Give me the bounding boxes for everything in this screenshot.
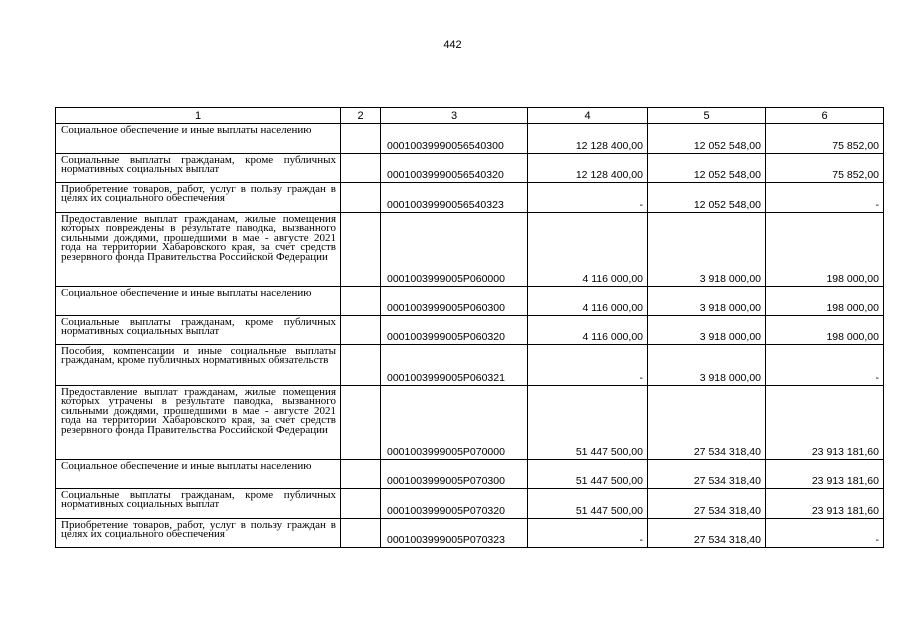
row-value-4: - [528, 183, 648, 213]
row-col2 [341, 345, 381, 386]
row-value-6: 75 852,00 [766, 124, 884, 154]
header-cell-4: 4 [528, 108, 648, 124]
row-code: 00010039990056540300 [381, 124, 528, 154]
row-col2 [341, 287, 381, 316]
row-name: Социальное обеспечение и иные выплаты населению [56, 124, 341, 154]
table-row [56, 124, 884, 154]
row-code: 0001003999005P060320 [381, 316, 528, 345]
row-name: Предоставление выплат гражданам, жилые помещения которых повреждены в результате паводка, вызванного сильными дождями, прошедшими в мае - августе 2021 года на территории Хабаровского края, за счет средств резервного фонда Правительства Российской Федерации [56, 213, 341, 287]
row-value-6: - [766, 345, 884, 386]
row-name: Приобретение товаров, работ, услуг в пользу граждан в целях их социального обеспечения [56, 519, 341, 548]
row-value-6: 198 000,00 [766, 213, 884, 287]
row-col2 [341, 183, 381, 213]
budget-table [55, 107, 884, 548]
table-row [56, 287, 884, 316]
row-value-6: 198 000,00 [766, 287, 884, 316]
row-name: Социальные выплаты гражданам, кроме публичных нормативных социальных выплат [56, 316, 341, 345]
header-cell-3: 3 [381, 108, 528, 124]
row-col2 [341, 154, 381, 183]
table-row [56, 316, 884, 345]
row-code: 00010039990056540323 [381, 183, 528, 213]
table-row [56, 183, 884, 213]
row-name: Предоставление выплат гражданам, жилые помещения которых утрачены в результате паводка, вызванного сильными дождями, прошедшими в мае - августе 2021 года на территории Хабаровского края, за счет средств резервного фонда Правительства Российской Федерации [56, 386, 341, 460]
row-value-5: 27 534 318,40 [648, 519, 766, 548]
header-cell-5: 5 [648, 108, 766, 124]
table-row [56, 154, 884, 183]
page-number: 442 [443, 39, 462, 51]
row-value-4: 51 447 500,00 [528, 489, 648, 519]
row-value-4: 51 447 500,00 [528, 386, 648, 460]
table-row [56, 345, 884, 386]
row-value-4: - [528, 519, 648, 548]
row-value-5: 3 918 000,00 [648, 345, 766, 386]
row-value-5: 3 918 000,00 [648, 287, 766, 316]
row-code: 0001003999005P070323 [381, 519, 528, 548]
row-col2 [341, 213, 381, 287]
row-code: 0001003999005P070000 [381, 386, 528, 460]
row-value-4: 12 128 400,00 [528, 154, 648, 183]
row-name: Социальные выплаты гражданам, кроме публичных нормативных социальных выплат [56, 154, 341, 183]
header-cell-2: 2 [341, 108, 381, 124]
header-cell-1: 1 [56, 108, 341, 124]
row-name: Социальные выплаты гражданам, кроме публичных нормативных социальных выплат [56, 489, 341, 519]
row-value-6: 23 913 181,60 [766, 489, 884, 519]
row-value-5: 27 534 318,40 [648, 460, 766, 489]
row-name: Пособия, компенсации и иные социальные выплаты гражданам, кроме публичных нормативных обязательств [56, 345, 341, 386]
table-row [56, 489, 884, 519]
row-value-6: - [766, 519, 884, 548]
table-header-row [56, 108, 884, 124]
row-col2 [341, 124, 381, 154]
row-value-4: 4 116 000,00 [528, 316, 648, 345]
row-col2 [341, 460, 381, 489]
row-value-6: 23 913 181,60 [766, 386, 884, 460]
row-value-5: 27 534 318,40 [648, 386, 766, 460]
table-row [56, 386, 884, 460]
row-code: 0001003999005P060321 [381, 345, 528, 386]
row-value-5: 27 534 318,40 [648, 489, 766, 519]
row-value-5: 12 052 548,00 [648, 154, 766, 183]
row-value-4: 4 116 000,00 [528, 287, 648, 316]
row-value-6: 75 852,00 [766, 154, 884, 183]
row-code: 0001003999005P060000 [381, 213, 528, 287]
row-name: Социальное обеспечение и иные выплаты населению [56, 287, 341, 316]
row-code: 0001003999005P060300 [381, 287, 528, 316]
row-value-4: 4 116 000,00 [528, 213, 648, 287]
row-code: 00010039990056540320 [381, 154, 528, 183]
row-value-6: 198 000,00 [766, 316, 884, 345]
row-code: 0001003999005P070300 [381, 460, 528, 489]
table-row [56, 519, 884, 548]
header-cell-6: 6 [766, 108, 884, 124]
row-name: Приобретение товаров, работ, услуг в пользу граждан в целях их социального обеспечения [56, 183, 341, 213]
row-col2 [341, 386, 381, 460]
row-value-6: 23 913 181,60 [766, 460, 884, 489]
row-value-5: 12 052 548,00 [648, 183, 766, 213]
row-value-5: 3 918 000,00 [648, 316, 766, 345]
row-value-6: - [766, 183, 884, 213]
row-name: Социальное обеспечение и иные выплаты населению [56, 460, 341, 489]
row-value-5: 12 052 548,00 [648, 124, 766, 154]
row-value-4: - [528, 345, 648, 386]
row-col2 [341, 316, 381, 345]
table-row [56, 213, 884, 287]
row-value-5: 3 918 000,00 [648, 213, 766, 287]
table-row [56, 460, 884, 489]
row-value-4: 51 447 500,00 [528, 460, 648, 489]
row-col2 [341, 489, 381, 519]
row-value-4: 12 128 400,00 [528, 124, 648, 154]
row-code: 0001003999005P070320 [381, 489, 528, 519]
row-col2 [341, 519, 381, 548]
